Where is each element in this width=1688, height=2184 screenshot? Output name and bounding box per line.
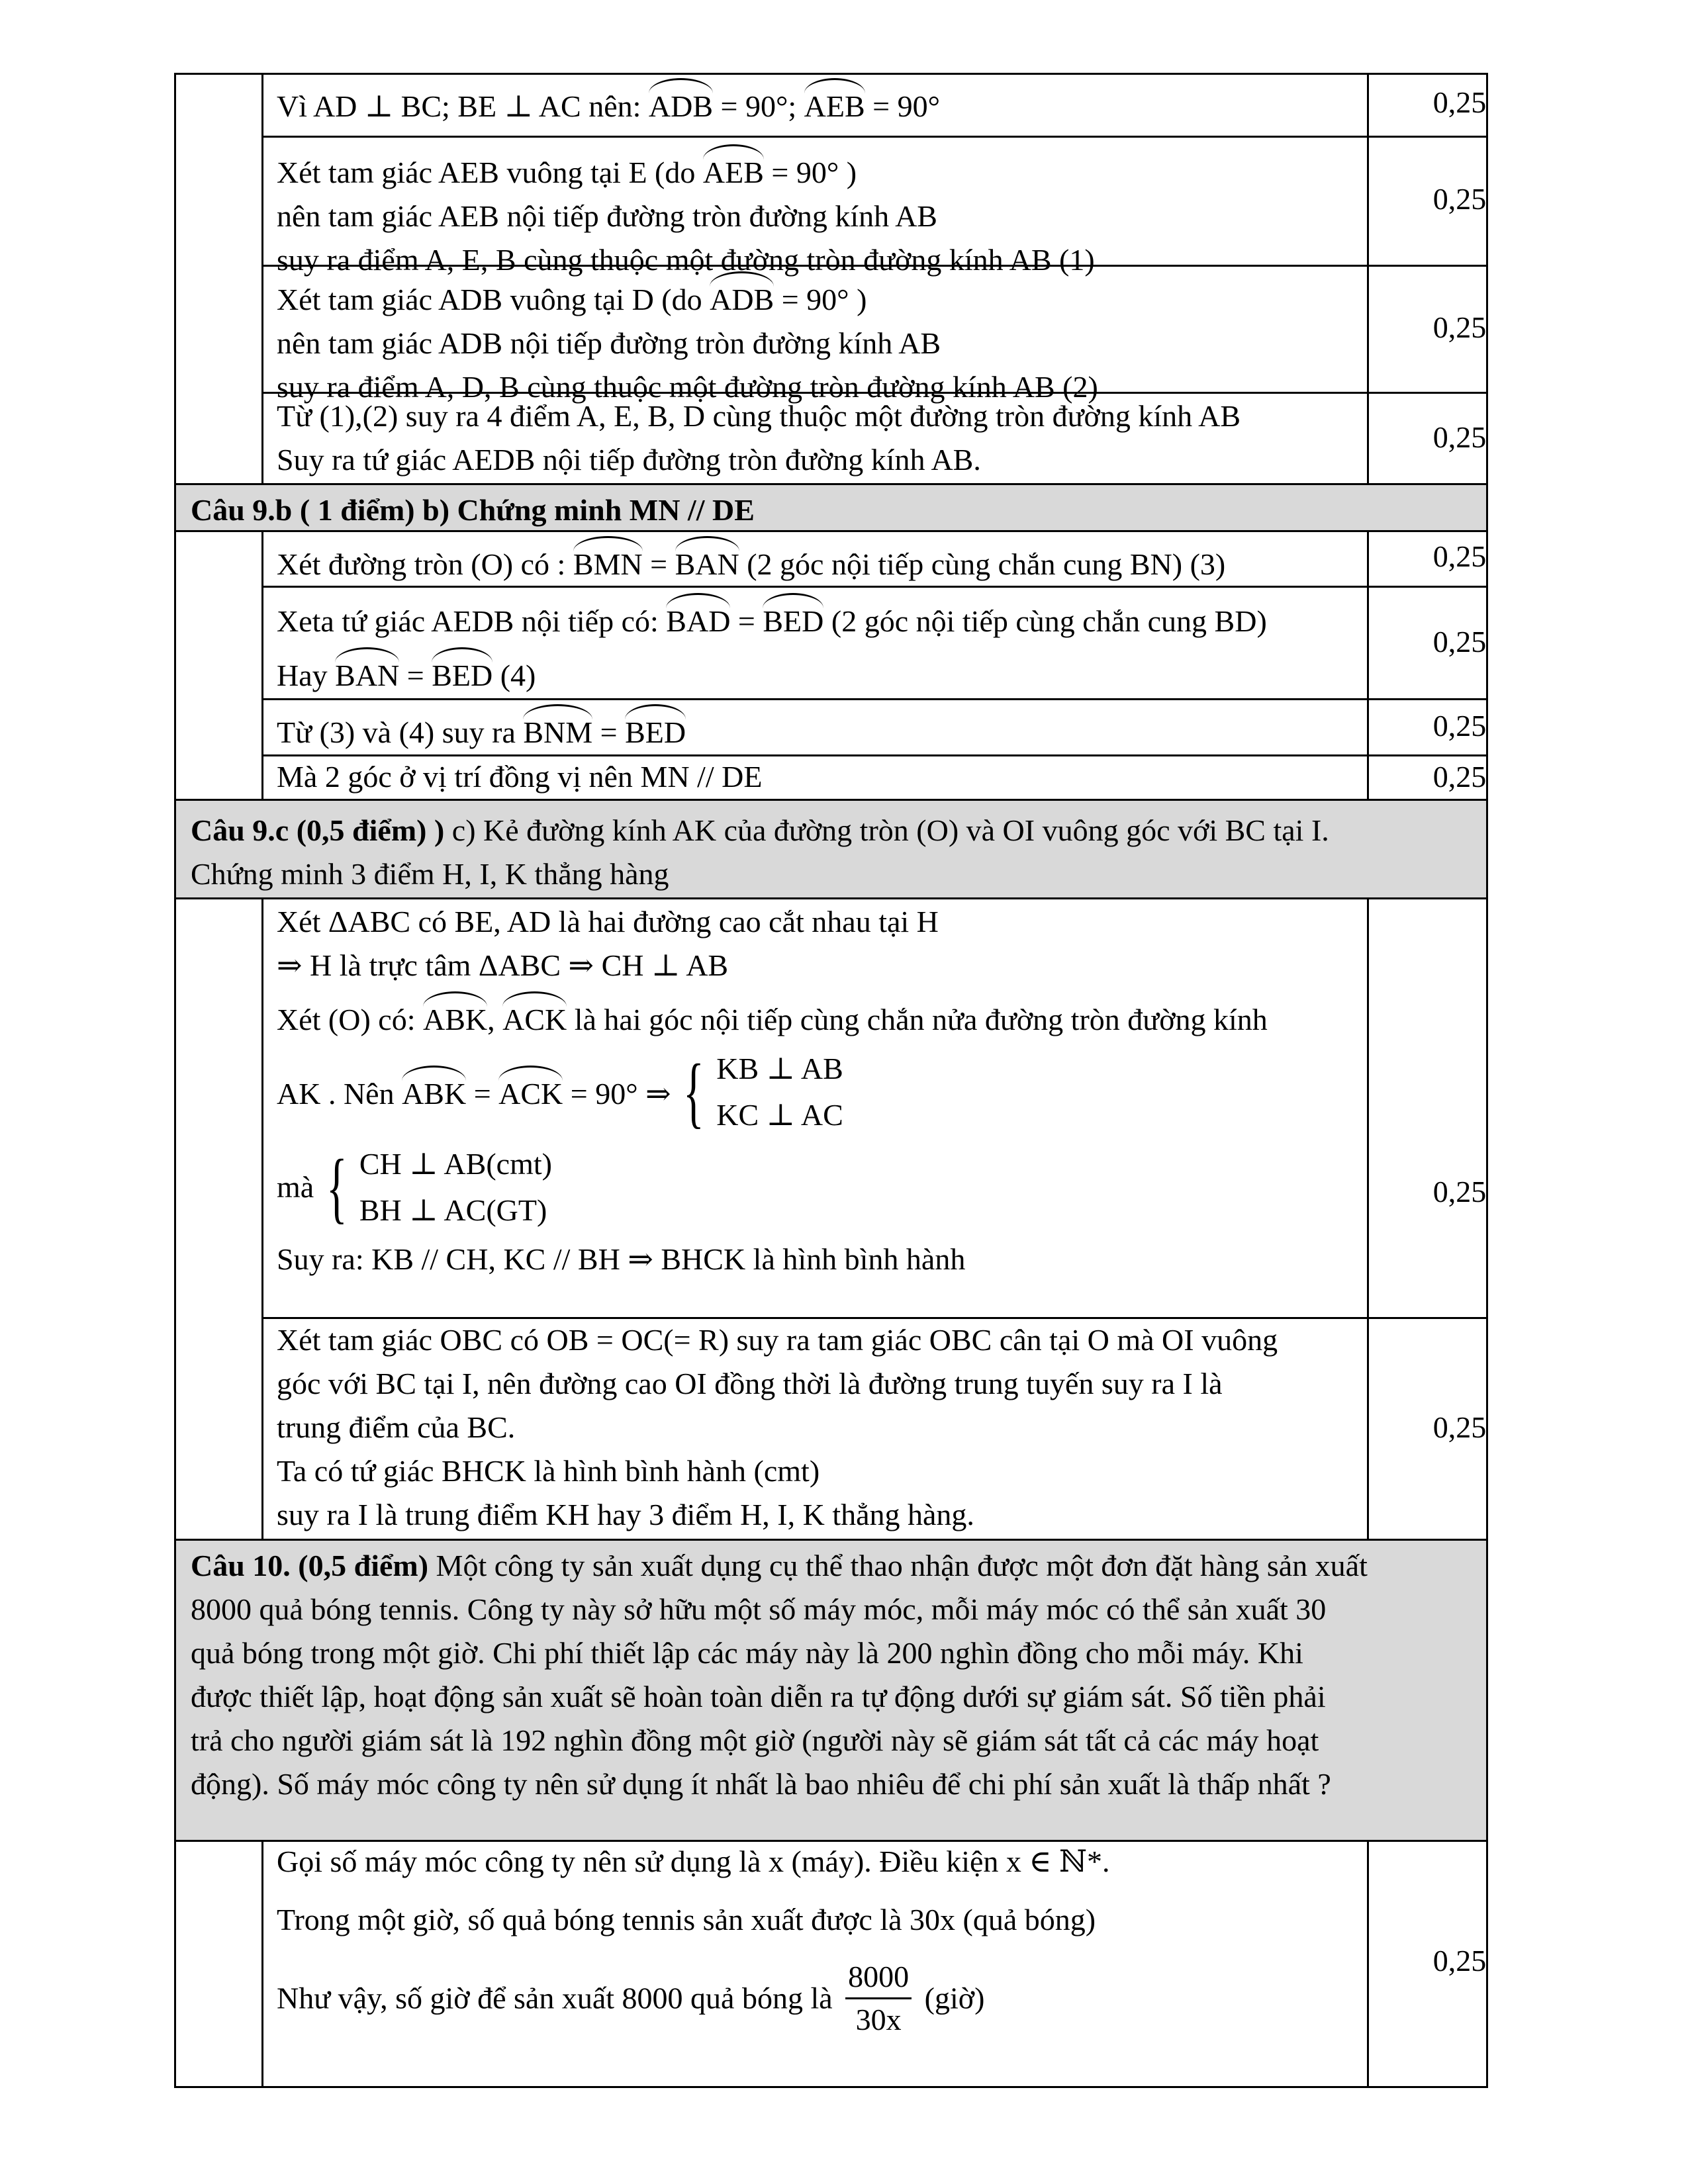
row-10-line: Trong một giờ, số quả bóng tennis sản xuất được là 30x (quả bóng) xyxy=(277,1903,1096,1936)
row-9c-1-line: ⇒ H là trực tâm ΔABC ⇒ CH ⊥ AB xyxy=(277,948,729,982)
row-9a-1-text: Vì AD ⊥ BC; BE ⊥ AC nên: ADB = 90°; AEB = 90° xyxy=(277,81,1362,128)
score-9a-4: 0,25 xyxy=(1432,420,1487,454)
row-9b-3-text: Từ (3) và (4) suy ra BNM = BED xyxy=(277,707,1362,754)
header-9c-text: Câu 9.c (0,5 điểm) ) c) Kẻ đường kính AK của đường tròn (O) và OI vuông góc với BC tại I. Chứng minh 3 điểm H, I, K thẳng hàng xyxy=(191,813,1329,891)
row-9c-2-line: Xét tam giác OBC có OB = OC(= R) suy ra tam giác OBC cân tại O mà OI vuông xyxy=(277,1323,1278,1357)
row-9a-3 xyxy=(277,274,1362,409)
row-9c-2-line: suy ra I là trung điểm KH hay 3 điểm H, I, K thẳng hàng. xyxy=(277,1498,974,1531)
row-9a-2-line: suy ra điểm A, E, B cùng thuộc một đường tròn đường kính AB (1) xyxy=(277,243,1095,277)
row-10-line: Như vậy, số giờ để sản xuất 8000 quả bóng là $\frac{8000}{30x}$ (giờ) xyxy=(277,1956,1362,2040)
row-9a-4-line: Từ (1),(2) suy ra 4 điểm A, E, B, D cùng thuộc một đường tròn đường kính AB xyxy=(277,399,1241,433)
row-9a-2-line: nên tam giác AEB nội tiếp đường tròn đường kính AB xyxy=(277,199,937,233)
row-9a-2-line: Xét tam giác AEB vuông tại E (do AEB = 90° ) xyxy=(277,147,1362,195)
row-9b-4 xyxy=(277,755,1362,799)
row-9c-1-line: Suy ra: KB // CH, KC // BH ⇒ BHCK là hình bình hành xyxy=(277,1242,966,1276)
table-top-border xyxy=(174,73,1488,75)
row-9b-2-line: Xeta tứ giác AEDB nội tiếp có: BAD = BED (2 góc nội tiếp cùng chắn cung BD) xyxy=(277,596,1362,643)
row-9c-1-line: Xét ΔABC có BE, AD là hai đường cao cắt nhau tại H xyxy=(277,905,939,938)
header-9b-text: Câu 9.b ( 1 điểm) b) Chứng minh MN // DE xyxy=(191,493,755,527)
table-bottom-border xyxy=(174,2086,1488,2088)
score-9b-3: 0,25 xyxy=(1432,709,1487,743)
row-9a-4-line: Suy ra tứ giác AEDB nội tiếp đường tròn đường kính AB. xyxy=(277,443,981,477)
score-9a-3: 0,25 xyxy=(1432,310,1487,344)
score-9c-1: 0,25 xyxy=(1432,1175,1487,1208)
score-9b-2: 0,25 xyxy=(1432,625,1487,659)
row-9a-4 xyxy=(277,394,1362,482)
row-9c-2 xyxy=(277,1318,1362,1537)
row-9c-1-line: AK . Nên ABK = ACK = 90° ⇒ { KB ⊥ AB KC ⊥ AC xyxy=(277,1048,843,1136)
score-9b-4: 0,25 xyxy=(1432,760,1487,794)
row-10-line: Gọi số máy móc công ty nên sử dụng là x (máy). Điều kiện x ∈ ℕ*. xyxy=(277,1844,1110,1878)
score-9b-1: 0,25 xyxy=(1432,539,1487,573)
row-9a-3-line: suy ra điểm A, D, B cùng thuộc một đường tròn đường kính AB (2) xyxy=(277,370,1098,404)
row-9a-2 xyxy=(277,147,1362,282)
row-9b-1 xyxy=(277,539,1362,586)
row-divider xyxy=(261,136,1488,138)
row-9b-4-text: Mà 2 góc ở vị trí đồng vị nên MN // DE xyxy=(277,760,763,794)
fraction-hours: $\frac{8000}{30x}$ xyxy=(845,1956,912,2040)
row-10-1 xyxy=(277,1840,1362,2040)
row-9c-2-line: trung điểm của BC. xyxy=(277,1410,516,1444)
row-9c-1-line: mà { CH ⊥ AB(cmt) BH ⊥ AC(GT) xyxy=(277,1143,552,1231)
row-9a-3-line: Xét tam giác ADB vuông tại D (do ADB = 90° ) xyxy=(277,274,1362,322)
row-9c-2-line: Ta có tứ giác BHCK là hình bình hành (cmt) xyxy=(277,1454,820,1488)
row-9c-1 xyxy=(277,900,1362,1281)
row-9b-2-line: Hay BAN = BED (4) xyxy=(277,650,1362,698)
row-9a-1 xyxy=(277,81,1362,128)
row-9c-2-line: góc với BC tại I, nên đường cao OI đồng thời là đường trung tuyến suy ra I là xyxy=(277,1367,1223,1400)
score-9a-1: 0,25 xyxy=(1432,85,1487,119)
score-10-1: 0,25 xyxy=(1432,1944,1487,1978)
header-10-text: Câu 10. (0,5 điểm) Một công ty sản xuất dụng cụ thể thao nhận được một đơn đặt hàng sản xuất 8000 quả bóng tennis. Công ty này sở hữu một số máy móc, mỗi máy móc có thể sản xuất 30 quả bóng trong một giờ. Chi phí thiết lập các máy này là 200 nghìn đồng cho mỗi máy. Khi được thiết lập, hoạt động sản xuất sẽ hoàn toàn diễn ra tự động dưới sự giám sát. Số tiền phải trả cho người giám sát là 192 nghìn đồng một giờ (người này sẽ giám sát tất cả các máy hoạt động). Số máy móc công ty nên sử dụng ít nhất là bao nhiêu để chi phí sản xuất là thấp nhất ? xyxy=(191,1549,1368,1801)
score-9c-2: 0,25 xyxy=(1432,1410,1487,1444)
score-9a-2: 0,25 xyxy=(1432,182,1487,216)
row-9b-3 xyxy=(277,707,1362,754)
row-divider xyxy=(261,698,1488,700)
row-9b-1-text: Xét đường tròn (O) có : BMN = BAN (2 góc nội tiếp cùng chắn cung BN) (3) xyxy=(277,539,1362,586)
row-9a-3-line: nên tam giác ADB nội tiếp đường tròn đường kính AB xyxy=(277,326,941,360)
row-9b-2 xyxy=(277,596,1362,698)
row-9c-1-line: Xét (O) có: ABK, ACK là hai góc nội tiếp cùng chắn nửa đường tròn đường kính xyxy=(277,994,1362,1042)
